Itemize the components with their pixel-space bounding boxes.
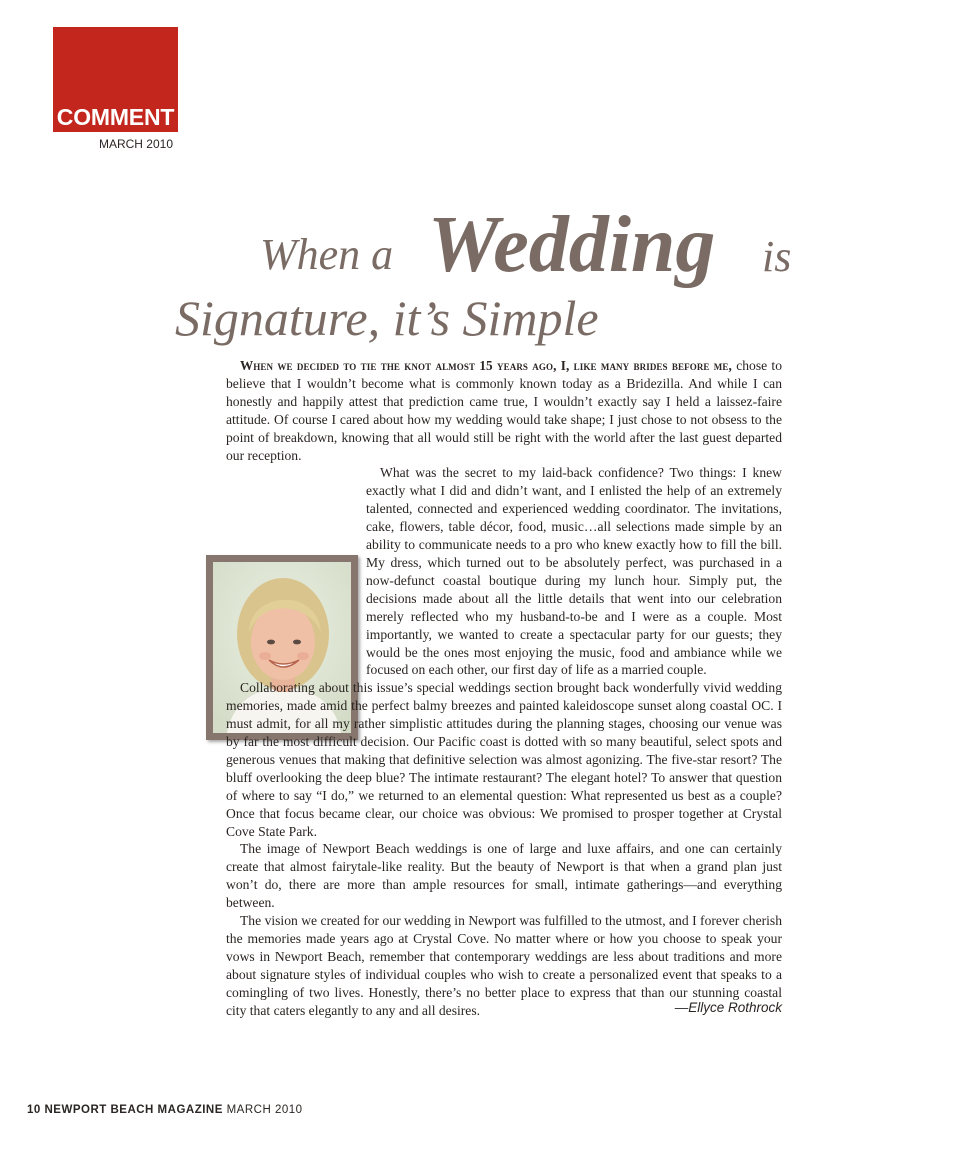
headline-emphasis: Wedding	[428, 201, 716, 289]
headline-part-1: When a	[260, 230, 394, 279]
article-paragraph-1	[226, 357, 782, 464]
headline	[175, 201, 835, 365]
article-paragraph-2-text: What was the secret to my laid-back confidence? Two things: I knew exactly what I did and didn’t want, and I enlisted the help of an extremely talented, connected and experienced wedding coordinator. The invitations, cake, flowers, table décor, food, music…all selections made simple by an ability to communicate needs to a pro who knew exactly how to fill the bill. My dress, which turned out to be absolutely perfect, was purchased in a now-defunct coastal boutique during my lunch hour. Simply put, the decisions made about all the little details that went into our celebration merely reflected who my husband-to-be and I were as a couple. Most importantly, we wanted to create a spectacular party for our guests; they would be the ones most enjoying the music, food and ambiance while we focused on each other, our first day of life as a married couple.	[366, 465, 782, 678]
article-paragraph-2	[226, 464, 782, 679]
photo-wrap-space	[206, 477, 358, 667]
section-tag	[53, 27, 178, 132]
article-paragraph-5: The vision we created for our wedding in Newport was fulfilled to the utmost, and I forever cherish the memories made years ago at Crystal Cove. No matter where or how you choose to speak your vows in Newport Beach, remember that contemporary weddings are less about traditions and more about signature styles of individual couples who wish to create a personalized event that speaks to a comingling of two lives. Honestly, there’s no better place to express that than our stunning coastal city that caters elegantly to any and all desires.	[226, 913, 782, 1018]
magazine-name: NEWPORT BEACH MAGAZINE	[44, 1104, 223, 1116]
article-byline: —Ellyce Rothrock	[674, 1000, 782, 1015]
article-paragraph-1-text: chose to believe that I wouldn’t become what is commonly known today as a Bridezilla. And while I can honestly and happily attest that prediction came true, I wouldn’t exactly say I held a laissez-faire attitude. Of course I cared about how my wedding would take shape; I just chose to not obsess to the point of breakdown, knowing that all would still be right with the world after the last guest departed our reception.	[226, 358, 782, 463]
article-paragraph-3: Collaborating about this issue’s special weddings section brought back wonderfully vivid wedding memories, made amid the perfect balmy breezes and painted kaleidoscope sunset along coastal OC. I must admit, for all my rather simplistic attitudes during the planning stages, choosing our venue was by far the most difficult decision. Our Pacific coast is dotted with so many beautiful, select spots and generous venues that making that definitive selection was almost agonizing. The five-star resort? The bluff overlooking the deep blue? The intimate restaurant? The elegant hotel? To answer that question of where to say “I do,” we returned to an elemental question: What represented us best as a couple? Once that focus became clear, our choice was obvious: We promised to prosper together at Crystal Cove State Park.	[226, 680, 782, 839]
footer-issue-date: MARCH 2010	[226, 1104, 303, 1116]
page-number: 10	[27, 1104, 41, 1116]
section-label: COMMENT	[56, 104, 175, 130]
article-paragraph-4: The image of Newport Beach weddings is one of large and luxe affairs, and one can certainly create that almost fairytale-like reality. But the beauty of Newport is that when a grand plan just won’t do, there are more than ample resources for small, intimate gatherings—and everything between.	[226, 841, 782, 911]
page-footer	[27, 1104, 303, 1116]
article-lead-in: When we decided to tie the knot almost 15 years ago, I, like many brides before me,	[240, 358, 732, 373]
headline-line-2: Signature, it’s Simple	[175, 290, 599, 346]
article-body	[226, 357, 782, 1020]
issue-date: MARCH 2010	[98, 137, 173, 151]
headline-part-3: is	[762, 232, 792, 281]
